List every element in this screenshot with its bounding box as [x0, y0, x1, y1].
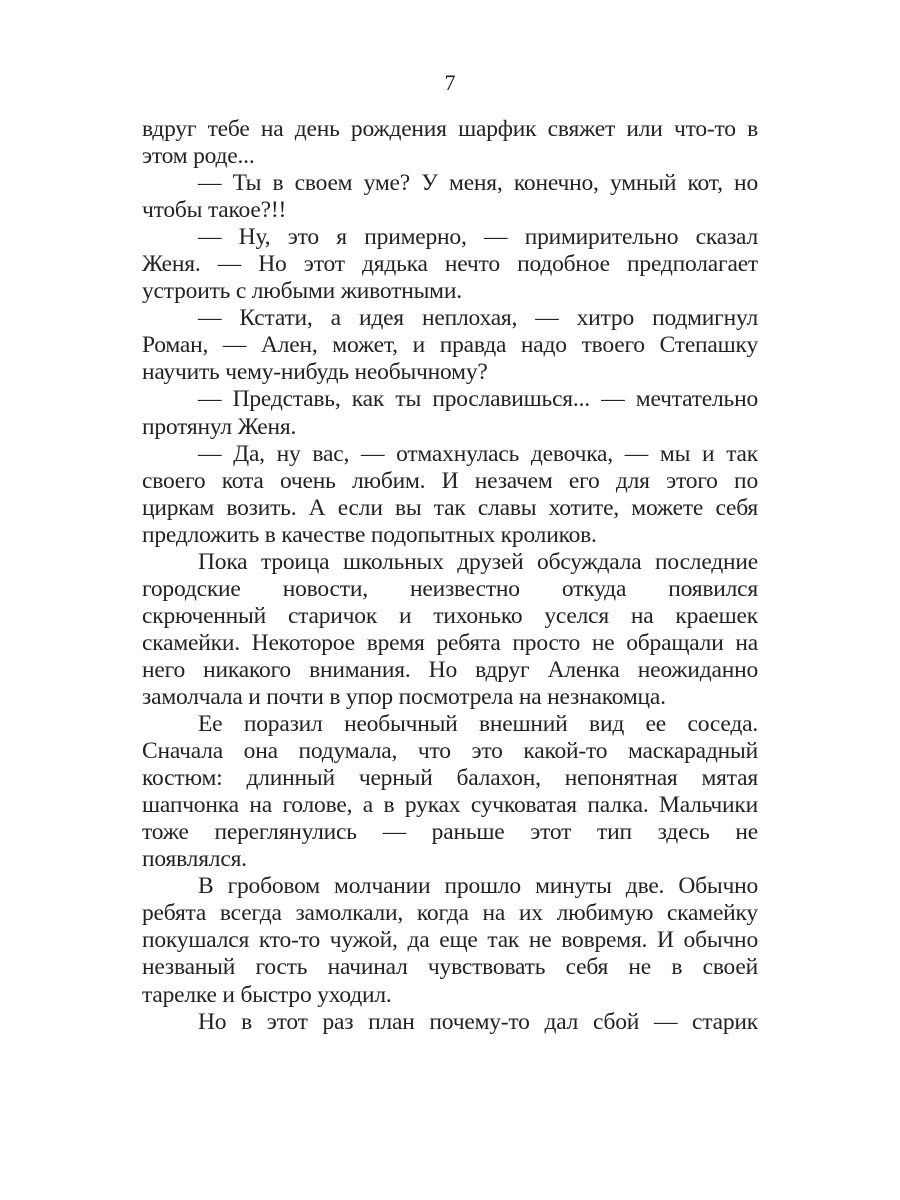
text-line: Роман, — Ален, может, и правда надо твоего Степашку [142, 332, 758, 359]
text-line: предложить в качестве подопытных кроликов. [142, 521, 597, 548]
paragraph [142, 224, 758, 305]
paragraph [142, 873, 758, 1008]
text-line: В гробовом молчании прошло минуты две. Обычно [198, 873, 758, 900]
text-line: тарелке и быстро уходил. [142, 981, 392, 1008]
paragraph [142, 116, 758, 170]
text-line: тоже переглянулись — раньше этот тип здесь не [142, 819, 758, 846]
text-line: Пока троица школьных друзей обсуждала последние [198, 548, 758, 575]
text-line: Женя. — Но этот дядька нечто подобное предполагает [142, 251, 758, 278]
text-line: Ее поразил необычный внешний вид ее соседа. [198, 711, 758, 738]
paragraph [142, 549, 758, 711]
text-line: — Кстати, а идея неплохая, — хитро подмигнул [198, 305, 758, 332]
text-line: — Да, ну вас, — отмахнулась девочка, — мы и так [198, 440, 758, 467]
text-line: ребята всегда замолкали, когда на их любимую скамейку [142, 900, 758, 927]
text-line: замолчала и почти в упор посмотрела на незнакомца. [142, 683, 666, 710]
text-line: вдруг тебе на день рождения шарфик свяжет или что-то в [142, 116, 758, 142]
text-line: — Ты в своем уме? У меня, конечно, умный кот, но [198, 170, 758, 197]
text-line: своего кота очень любим. И незачем его для этого по [142, 467, 758, 494]
paragraph [142, 1009, 758, 1036]
text-line: — Ну, это я примерно, — примирительно сказал [198, 224, 758, 251]
text-line: устроить с любыми животными. [142, 278, 462, 305]
page-number: 7 [444, 70, 456, 95]
text-line: незваный гость начинал чувствовать себя не в своей [142, 954, 758, 981]
text-line: покушался кто-то чужой, да еще так не вовремя. И обычно [142, 927, 758, 954]
paragraph [142, 170, 758, 224]
text-line: Но в этот раз план почему-то дал сбой — старик [198, 1008, 758, 1035]
paragraph [142, 711, 758, 873]
text-line: этом роде... [142, 143, 255, 170]
text-line: Сначала она подумала, что это какой-то маскарадный [142, 738, 758, 765]
paragraph [142, 305, 758, 386]
paragraph [142, 441, 758, 549]
text-line: костюм: длинный черный балахон, непонятная мятая [142, 765, 758, 792]
text-line: протянул Женя. [142, 413, 297, 440]
text-line: циркам возить. А если вы так славы хотите, можете себя [142, 494, 758, 521]
text-line: городские новости, неизвестно откуда появился [142, 575, 758, 602]
text-line: — Представь, как ты прославишься... — мечтательно [198, 386, 758, 413]
body-text [142, 116, 758, 1036]
text-line: шапчонка на голове, а в руках сучковатая палка. Мальчики [142, 792, 758, 819]
paragraph [142, 386, 758, 440]
text-line: научить чему-нибудь необычному? [142, 359, 488, 386]
text-line: скамейки. Некоторое время ребята просто не обращали на [142, 629, 758, 656]
text-line: скрюченный старичок и тихонько уселся на краешек [142, 602, 758, 629]
text-line: появлялся. [142, 846, 247, 873]
text-line: чтобы такое?!! [142, 197, 287, 224]
text-line: него никакого внимания. Но вдруг Аленка неожиданно [142, 656, 758, 683]
